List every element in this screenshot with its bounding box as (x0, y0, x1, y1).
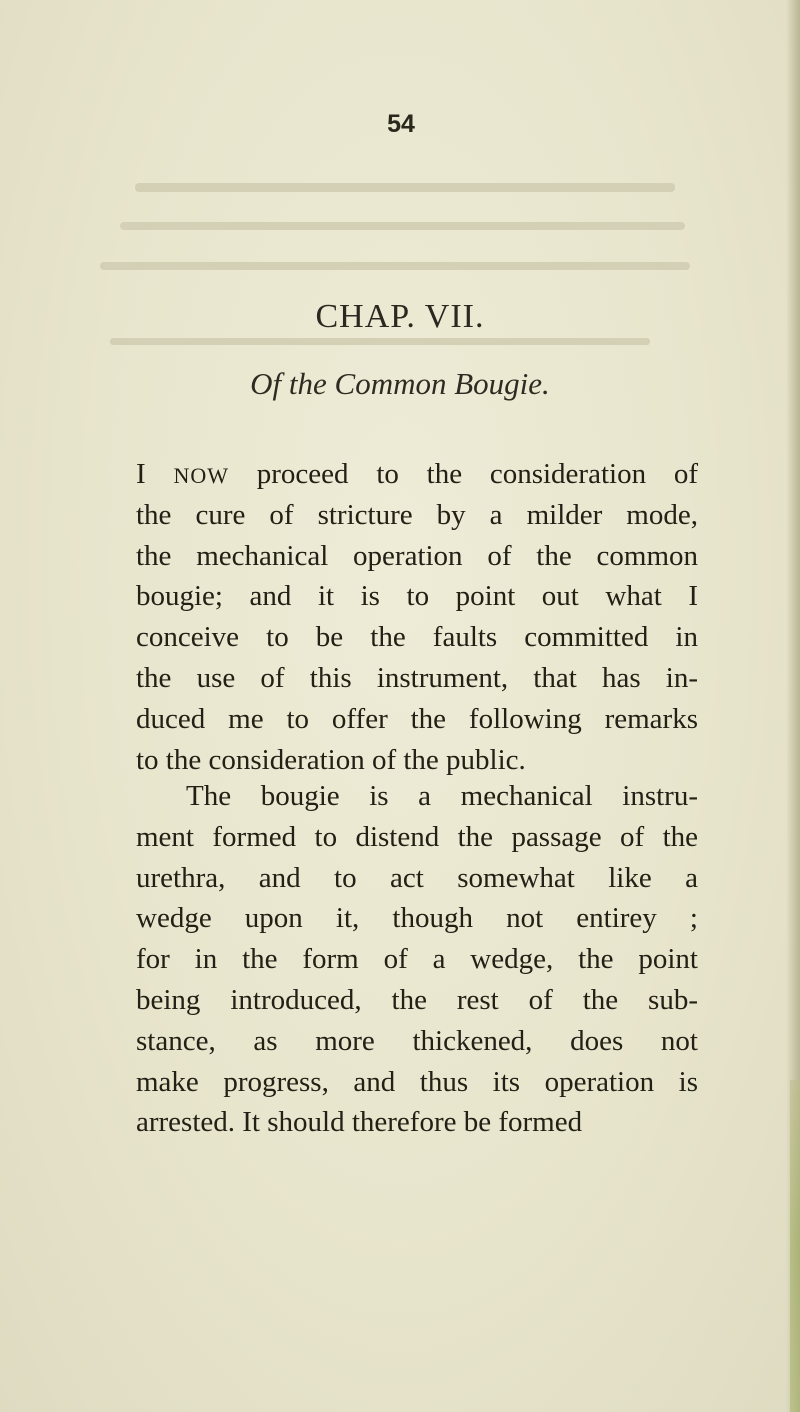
lead-initial: I (136, 458, 146, 490)
paragraph-line: bougie; and it is to point out what I (136, 580, 698, 613)
line-rest: proceed to the consideration of (229, 458, 698, 490)
lead-smallcaps: NOW (173, 463, 229, 488)
paragraph-line: arrested. It should therefore be formed (136, 1106, 583, 1139)
paragraph-line: the mechanical operation of the common (136, 539, 698, 572)
page-edge-stain (790, 1080, 800, 1412)
paragraph-line: for in the form of a wedge, the point (136, 943, 698, 976)
paragraph-line: ment formed to distend the passage of the (136, 820, 698, 853)
paragraph-line: being introduced, the rest of the sub- (136, 983, 698, 1016)
paragraph-line: make progress, and thus its operation is (136, 1065, 698, 1098)
paragraph-line: wedge upon it, though not entirey ; (136, 902, 698, 935)
paragraph-line: conceive to be the faults committed in (136, 621, 698, 654)
show-through-text (0, 0, 800, 400)
paragraph-line: the use of this instrument, that has in- (136, 661, 698, 694)
paragraph-2 (136, 776, 698, 1143)
paragraph-line: the cure of stricture by a milder mode, (136, 498, 698, 531)
paragraph-line: The bougie is a mechanical instru- (186, 780, 698, 812)
paragraph-line: to the consideration of the public. (136, 743, 526, 776)
chapter-subtitle: Of the Common Bougie. (250, 366, 550, 401)
paragraph-line (136, 454, 698, 495)
chapter-heading: CHAP. VII. (315, 298, 485, 335)
paragraph-line: urethra, and to act somewhat like a (136, 861, 698, 894)
page-number: 54 (387, 110, 415, 138)
paragraph-line: stance, as more thickened, does not (136, 1024, 698, 1057)
paragraph-1 (136, 454, 698, 780)
paragraph-line: duced me to offer the following remarks (136, 702, 698, 735)
